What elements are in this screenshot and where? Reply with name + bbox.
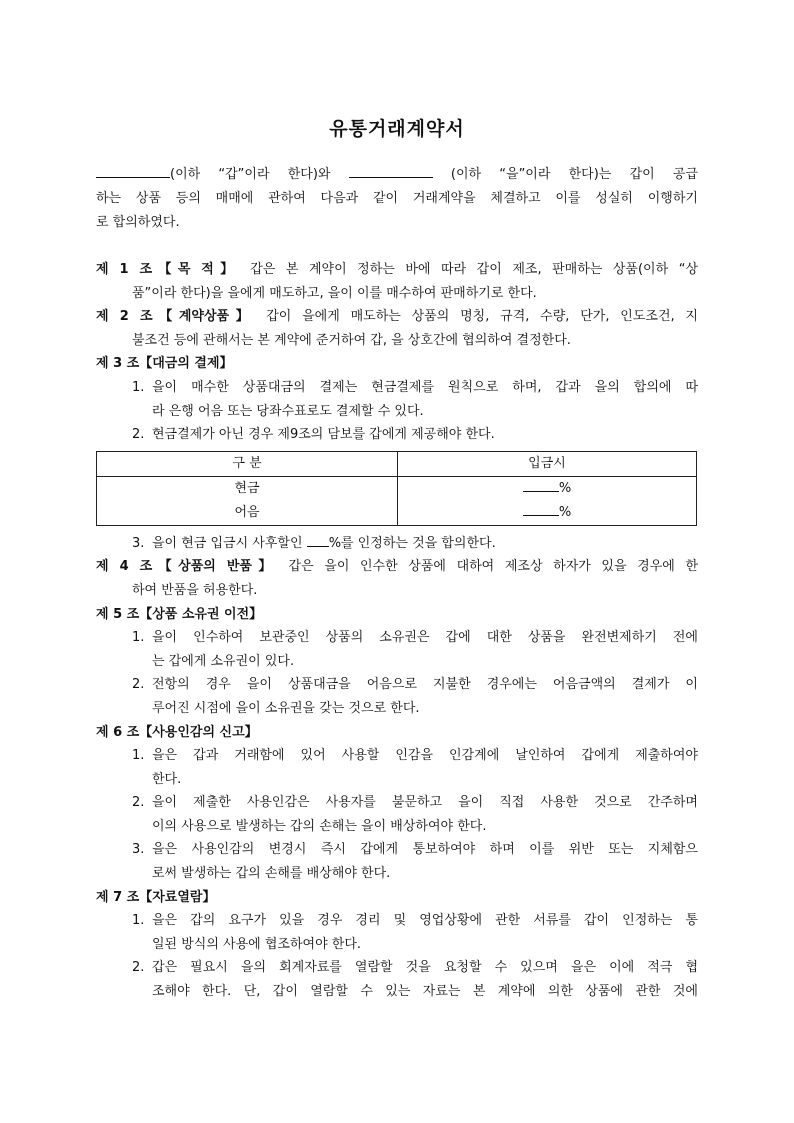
discount-blank — [307, 532, 329, 547]
article-7-item-2-line-1: 2. 갑은 필요시 을의 회계자료를 열람할 것을 요청할 수 있으며 을은 이에 적극 협 — [132, 960, 698, 976]
article-7-heading-row — [96, 886, 698, 910]
article-1-heading: 제 1 조【목 적】 — [96, 262, 240, 277]
article-4-heading: 제 4 조【상품의 반품】 — [96, 559, 278, 575]
table-row — [97, 476, 697, 501]
intro-paragraph — [96, 163, 698, 235]
article-5-item-1-line-1: 1. 을이 인수하여 보관중인 상품의 소유권은 갑에 대한 상품을 완전변제하기 전에 — [132, 630, 698, 646]
article-2-heading: 제 2 조【계약상품】 — [96, 309, 256, 325]
table-header-category: 구 분 — [97, 451, 398, 476]
article-5-item-2-line-1: 2. 전항의 경우 을이 상품대금을 어음으로 지불한 경우에는 어음금액의 결제가 이 — [132, 677, 698, 693]
party-a-blank — [96, 163, 170, 178]
payment-table — [96, 451, 697, 526]
article-3-heading-row — [96, 352, 698, 376]
article-6-item-1-line-2: 한다. — [152, 771, 182, 787]
cash-pct-blank — [523, 478, 559, 492]
article-7-item-1-line-1: 1. 을은 갑의 요구가 있을 경우 경리 및 영업상황에 관한 서류를 갑이 인정하는 통 — [132, 913, 698, 929]
article-6-heading-row — [96, 721, 698, 745]
article-3-heading: 제 3 조【대금의 결제】 — [96, 356, 233, 372]
article-6-item-3-line-2: 로써 발생하는 갑의 손해를 배상해야 한다. — [152, 866, 391, 882]
table-cell-cash-pct: % — [398, 476, 697, 501]
intro-line-3: 로 합의하였다. — [96, 215, 180, 230]
intro-line-1: (이하 “갑”이라 한다)와 (이하 “을”이라 한다)는 갑이 공급 — [96, 163, 698, 187]
article-6-item-2-line-1: 2. 을이 제출한 사용인감은 사용자를 불문하고 을이 직접 사용한 것으로 간주하며 — [132, 795, 698, 811]
article-6-heading: 제 6 조【사용인감의 신고】 — [96, 724, 258, 740]
article-1-line-1: 제 1 조【목 적】 갑은 본 계약이 정하는 바에 따라 갑이 제조, 판매하는 상품(이하 “상 — [96, 262, 698, 277]
article-6-item-1-line-1: 1. 을은 갑과 거래함에 있어 사용할 인감을 인감계에 날인하여 갑에게 제출하여야 — [132, 748, 698, 764]
article-4-line-1: 제 4 조【상품의 반품】 갑은 을이 인수한 상품에 대하여 제조상 하자가 있을 경우에 한 — [96, 559, 698, 575]
article-6-item-3-line-1: 3. 을은 사용인감의 변경시 즉시 갑에게 통보하여야 하며 이를 위반 또는 지체함으 — [132, 842, 698, 858]
article-3-item-2: 2. 현금결제가 아닌 경우 제9조의 담보를 갑에게 제공해야 한다. — [132, 427, 495, 443]
note-pct-blank — [523, 502, 559, 516]
article-5-heading-row — [96, 603, 698, 627]
article-3-item-1-line-2: 라 은행 어음 또는 당좌수표로도 결제할 수 있다. — [152, 403, 424, 419]
article-4-line-2: 하여 반품을 허용한다. — [132, 582, 258, 598]
article-5-item-1-line-2: 는 갑에게 소유권이 있다. — [152, 653, 295, 669]
article-2-line-1: 제 2 조【계약상품】 갑이 을에게 매도하는 상품의 명칭, 규격, 수량, 단가, 인도조건, 지 — [96, 309, 698, 325]
table-header-deposit: 입금시 — [398, 451, 697, 476]
intro-line-2: 하는 상품 등의 매매에 관하여 다음과 같이 거래계약을 체결하고 이를 성실히 이행하기 — [96, 191, 698, 206]
article-6-item-2-line-2: 이의 사용으로 발생하는 갑의 손해는 을이 배상하여야 한다. — [152, 818, 487, 834]
article-7-heading: 제 7 조【자료열람】 — [96, 889, 216, 905]
article-1-line-2: 품”이라 한다)을 을에게 매도하고, 을이 이를 매수하여 판매하기로 한다. — [132, 285, 537, 301]
article-7-item-2-line-2: 조해야 한다. 단, 갑이 열람할 수 있는 자료는 본 계약에 의한 상품에 관한 것에 — [152, 984, 698, 1000]
article-5-heading: 제 5 조【상품 소유권 이전】 — [96, 606, 263, 622]
table-cell-cash: 현금 — [97, 476, 398, 501]
article-7-item-1-line-2: 일된 방식의 사용에 협조하여야 한다. — [152, 936, 362, 952]
party-b-blank — [349, 163, 433, 178]
table-row — [97, 501, 697, 526]
document-title: 유통거래계약서 — [329, 118, 465, 140]
article-2-line-2: 불조건 등에 관해서는 본 계약에 준거하여 갑, 을 상호간에 협의하여 결정한다. — [132, 332, 571, 348]
article-5-item-2-line-2: 루어진 시점에 을이 소유권을 갖는 것으로 한다. — [152, 700, 420, 716]
table-cell-note: 어음 — [97, 501, 398, 526]
article-3-item-3: 3. 을이 현금 입금시 사후할인 %를 인정하는 것을 합의한다. — [96, 532, 698, 556]
articles — [96, 258, 698, 1004]
article-3-item-1-line-1: 1. 을이 매수한 상품대금의 결제는 현금결제를 원칙으로 하며, 갑과 을의 합의에 따 — [132, 379, 698, 395]
table-cell-note-pct: % — [398, 501, 697, 526]
